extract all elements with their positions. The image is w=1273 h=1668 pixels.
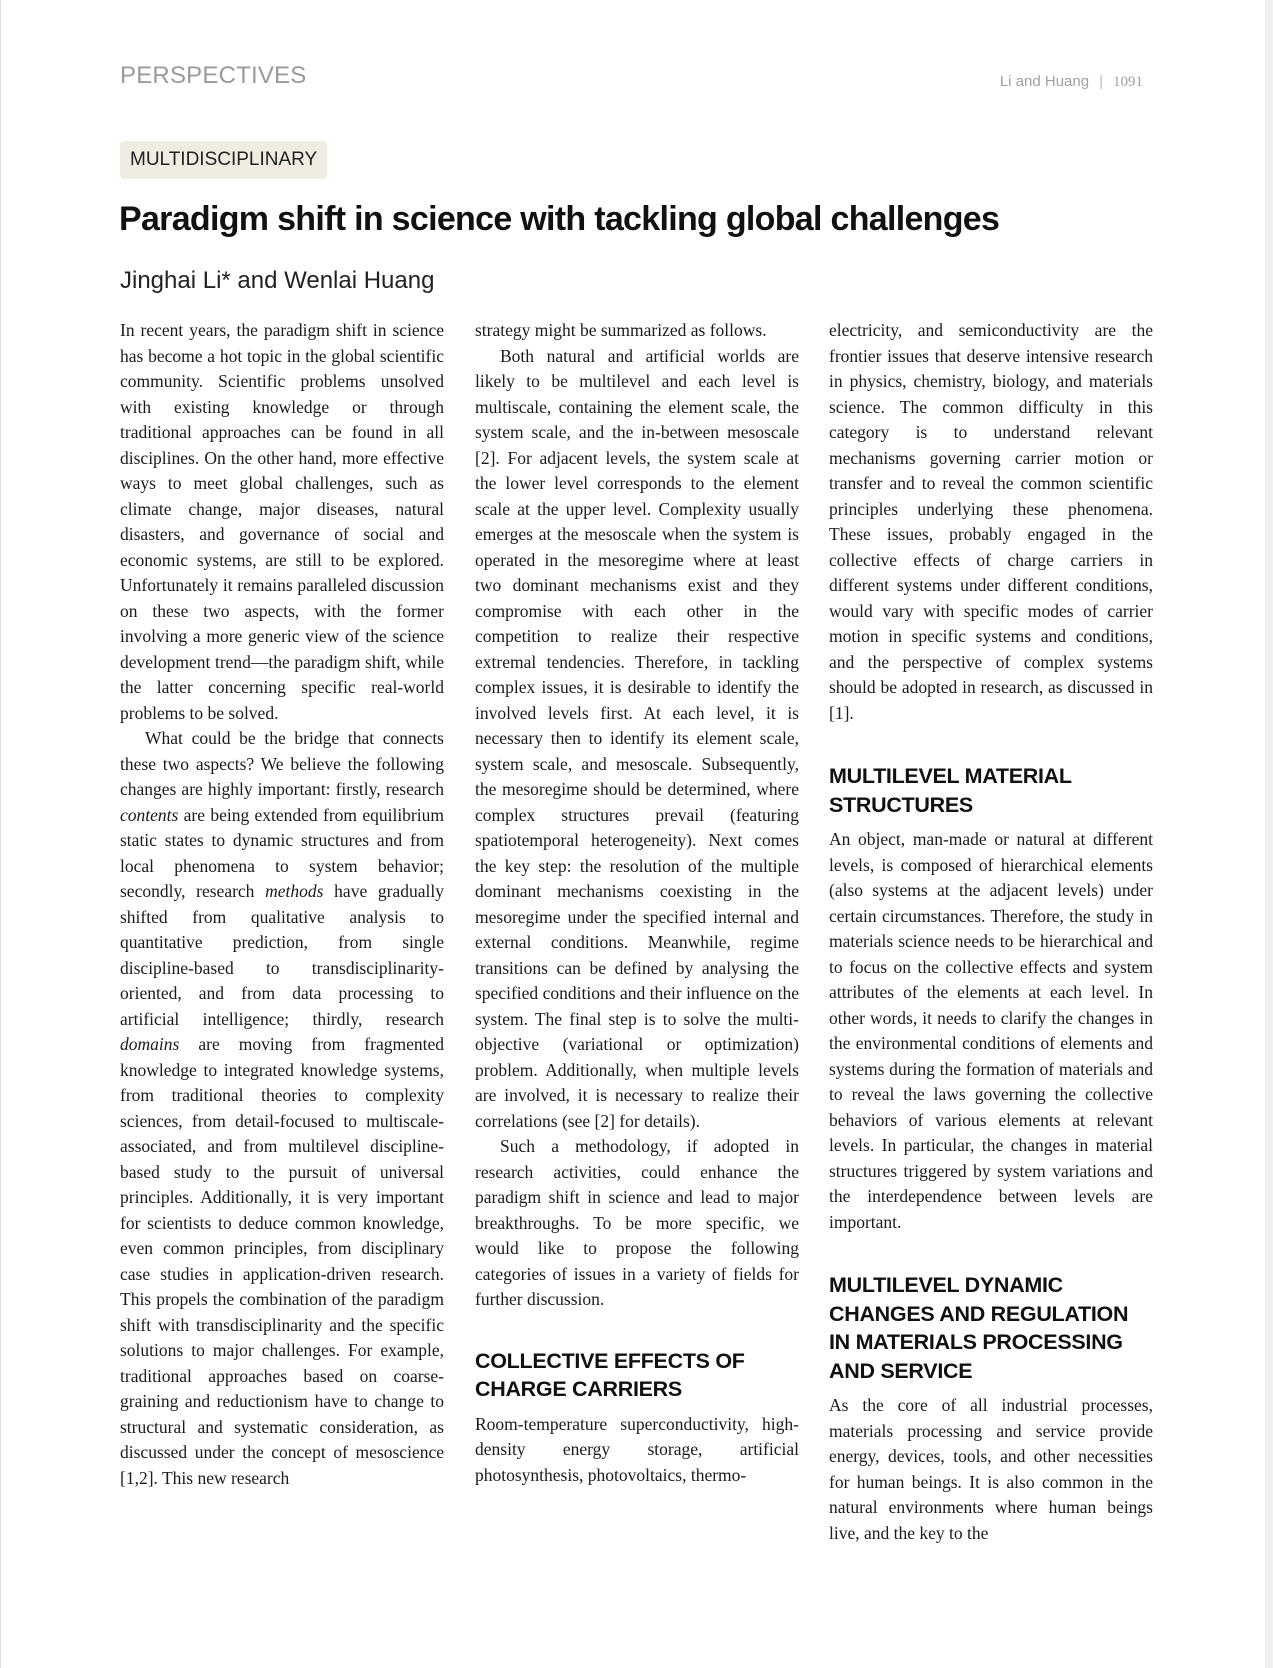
paragraph: Room-temperature superconductivity, high-density energy storage, artificial photosynthesis, photovoltaics, thermo-	[475, 1413, 799, 1485]
paragraph: strategy might be summarized as follows.	[475, 320, 767, 340]
section-label: PERSPECTIVES	[120, 62, 307, 89]
section-heading: COLLECTIVE EFFECTS OF CHARGE CARRIERS	[475, 1348, 745, 1401]
running-header	[1000, 73, 1143, 91]
category-badge: MULTIDISCIPLINARY	[120, 141, 327, 179]
page-number: 1091	[1113, 74, 1143, 90]
header-separator: |	[1099, 73, 1103, 90]
paragraph: Such a methodology, if adopted in research activities, could enhance the paradigm shift in science and lead to major breakthroughs. To be more specific, we would like to propose the following categories of issues in a variety of fields for further discussion.	[475, 1136, 799, 1309]
text-column-3	[829, 318, 1153, 1546]
paragraph: electricity, and semiconductivity are the frontier issues that deserve intensive research in physics, chemistry, biology, and materials science. The common difficulty in this category is to understand relevant mechanisms governing carrier motion or transfer and to reveal the common scientific principles underlying these phenomena. These issues, probably engaged in the collective effects of charge carriers in different systems under different conditions, would vary with specific modes of carrier motion in specific systems and conditions, and the perspective of complex systems should be adopted in research, as discussed in [1].	[829, 320, 1153, 723]
section-heading: MULTILEVEL MATERIAL STRUCTURES	[829, 764, 1072, 817]
running-authors: Li and Huang	[999, 73, 1090, 90]
text-column-2	[475, 318, 799, 1488]
section-heading: MULTILEVEL DYNAMIC CHANGES AND REGULATION IN MATERIALS PROCESSING AND SERVICE	[829, 1273, 1129, 1383]
text-column-1	[120, 318, 444, 1491]
paragraph: Both natural and artificial worlds are likely to be multilevel and each level is multiscale, containing the element scale, the system scale, and the in-between mesoscale [2]. For adjacent levels, the system scale at the lower level corresponds to the element scale at the upper level. Complexity usually emerges at the mesoscale when the system is operated in the mesoregime where at least two dominant mechanisms exist and they compromise with each other in the competition to realize their respective extremal tendencies. Therefore, in tackling complex issues, it is desirable to identify the involved levels first. At each level, it is necessary then to identify its element scale, system scale, and mesoscale. Subsequently, the mesoregime should be determined, where complex structures prevail (featuring spatiotemporal heterogeneity). Next comes the key step: the resolution of the multiple dominant mechanisms coexisting in the mesoregime under the specified internal and external conditions. Meanwhile, regime transitions can be defined by analysing the specified conditions and their influence on the system. The final step is to solve the multi-objective (variational or optimization) problem. Additionally, when multiple levels are involved, it is necessary to realize their correlations (see [2] for details).	[475, 345, 799, 1131]
paragraph: What could be the bridge that connects these two aspects? We believe the following changes are highly important: firstly, research contents are being extended from equilibrium static states to dynamic structures and from local phenomena to system behavior; secondly, research methods have gradually shifted from qualitative analysis to quantitative prediction, from single discipline-based to transdisciplinarity-oriented, and from data processing to artificial intelligence; thirdly, research domains are moving from fragmented knowledge to integrated knowledge systems, from traditional theories to complexity sciences, from detail-focused to multiscale-associated, and from multilevel discipline-based study to the pursuit of universal principles. Additionally, it is very important for scientists to deduce common knowledge, even common principles, from disciplinary case studies in application-driven research. This propels the combination of the paradigm shift with transdisciplinarity and the specific solutions to major challenges. For example, traditional approaches based on coarse-graining and reductionism have to change to structural and systematic consideration, as discussed under the concept of mesoscience [1,2]. This new research	[120, 728, 444, 1488]
article-title: Paradigm shift in science with tackling global challenges	[119, 200, 1000, 238]
article-authors: Jinghai Li* and Wenlai Huang	[120, 267, 435, 294]
paragraph: An object, man-made or natural at different levels, is composed of hierarchical elements (also systems at the adjacent levels) under certain circumstances. Therefore, the study in materials science needs to be hierarchical and to focus on the collective effects and system attributes of the elements at each level. In other words, it needs to clarify the changes in the environmental conditions of elements and systems during the formation of materials and to reveal the laws governing the collective behaviors of various elements at relevant levels. In particular, the changes in material structures triggered by system variations and the interdependence between levels are important.	[829, 829, 1153, 1232]
paragraph: As the core of all industrial processes, materials processing and service provide energy, devices, tools, and other necessities for human beings. It is also common in the natural environments where human beings live, and the key to the	[829, 1395, 1153, 1543]
paragraph: In recent years, the paradigm shift in science has become a hot topic in the global scientific community. Scientific problems unsolved with existing knowledge or through traditional approaches can be found in all disciplines. On the other hand, more effective ways to meet global challenges, such as climate change, major diseases, natural disasters, and governance of social and economic systems, are still to be explored. Unfortunately it remains paralleled discussion on these two aspects, with the former involving a more generic view of the science development trend—the paradigm shift, while the latter concerning specific real-world problems to be solved.	[120, 320, 444, 723]
